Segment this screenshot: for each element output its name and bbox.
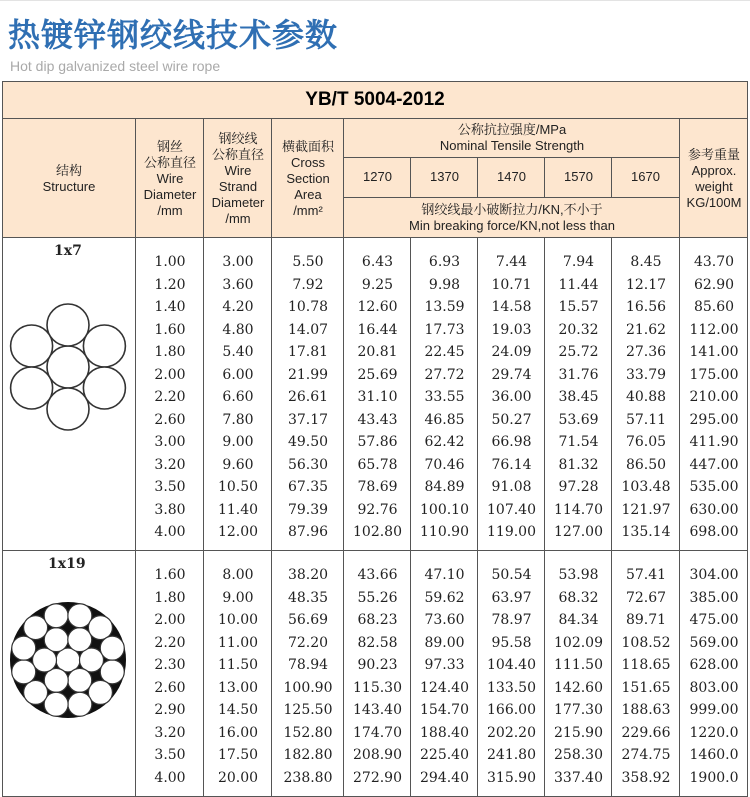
header-line: Area — [294, 186, 322, 202]
table-cell: 72.67 — [625, 589, 667, 606]
table-cell: 115.30 — [353, 679, 402, 696]
table-cell: 4.20 — [222, 299, 254, 315]
page-subtitle: Hot dip galvanized steel wire rope — [10, 58, 221, 74]
header-line: Diameter — [143, 186, 197, 202]
table-cell: 152.80 — [283, 724, 333, 741]
table-cell: 107.40 — [487, 501, 536, 518]
table-cell: 6.60 — [222, 389, 254, 405]
wire-circle — [68, 692, 92, 716]
strand-1x19-diagram — [4, 596, 132, 724]
table-cell: 102.80 — [353, 524, 402, 540]
header-weight — [680, 119, 748, 238]
table-cell: 182.80 — [283, 747, 333, 763]
table-cell: 238.80 — [283, 769, 333, 786]
table-cell: 21.99 — [287, 366, 329, 383]
table-cell: 274.75 — [621, 747, 671, 763]
table-cell: 3.80 — [154, 501, 186, 518]
table-cell: 103.48 — [621, 479, 671, 495]
header-structure — [2, 119, 136, 238]
header-line: /mm — [225, 210, 251, 226]
table-cell: 188.40 — [420, 724, 469, 741]
table-cell: 17.81 — [287, 344, 329, 360]
table-cell: 294.40 — [420, 769, 469, 786]
table-cell: 27.36 — [625, 344, 667, 360]
table-cell: 3.20 — [154, 456, 186, 473]
table-cell: 698.00 — [689, 524, 739, 540]
table-cell: 76.05 — [625, 434, 667, 450]
header-line: /mm² — [293, 202, 323, 218]
table-cell: 6.43 — [361, 254, 394, 270]
table-cell: 67.35 — [287, 479, 329, 495]
table-cell: 33.55 — [424, 389, 465, 405]
header-breaking-force — [344, 197, 680, 238]
table-cell: 24.09 — [491, 344, 532, 360]
spec-table — [2, 81, 748, 797]
wire-circle — [68, 668, 92, 692]
table-cell: 108.52 — [621, 634, 671, 651]
table-cell: 78.69 — [357, 479, 398, 495]
table-cell: 2.00 — [154, 612, 186, 628]
structure-label-1x7: 1x7 — [54, 243, 82, 259]
table-cell: 76.14 — [491, 456, 532, 473]
table-cell: 22.45 — [424, 344, 465, 360]
table-cell: 475.00 — [689, 612, 739, 628]
table-cell: 48.35 — [287, 589, 329, 606]
table-cell: 1460.0 — [689, 747, 739, 763]
wire-circle — [44, 692, 68, 716]
table-cell: 2.60 — [154, 411, 186, 428]
table-cell: 4.00 — [154, 769, 186, 786]
table-cell: 95.58 — [491, 634, 532, 651]
table-cell: 90.23 — [357, 657, 398, 673]
header-wire-diameter — [136, 119, 204, 238]
table-cell: 188.63 — [621, 702, 671, 718]
table-cell: 8.45 — [630, 254, 662, 270]
table-cell: 2.30 — [154, 657, 186, 673]
table-cell: 7.80 — [222, 411, 254, 428]
table-cell: 16.44 — [357, 321, 398, 338]
table-cell: 49.50 — [287, 434, 329, 450]
header-line: 参考重量 — [687, 146, 740, 162]
header-tensile-strength — [344, 119, 680, 157]
table-cell: 89.00 — [424, 634, 465, 651]
table-cell: 3.50 — [154, 747, 186, 763]
standard-header: YB/T 5004-2012 — [2, 81, 748, 119]
table-cell: 46.85 — [424, 411, 465, 428]
header-line: Cross — [291, 154, 325, 170]
table-cell: 72.20 — [287, 634, 329, 651]
grade-1570: 1570 — [564, 169, 593, 184]
table-cell: 100.90 — [283, 679, 333, 696]
table-cell: 10.78 — [287, 299, 329, 315]
table-cell: 56.69 — [287, 612, 329, 628]
table-cell: 304.00 — [689, 567, 739, 583]
table-cell: 50.54 — [491, 567, 532, 583]
table-cell: 535.00 — [689, 479, 739, 495]
table-cell: 1.60 — [154, 321, 186, 338]
table-cell: 20.81 — [357, 344, 398, 360]
table-cell: 114.70 — [554, 501, 603, 518]
wire-circle — [12, 660, 36, 684]
table-cell: 12.00 — [217, 524, 259, 540]
table-cell: 84.34 — [558, 612, 599, 628]
table-cell: 9.00 — [222, 589, 254, 606]
top-divider — [0, 0, 750, 1]
header-line: Structure — [42, 178, 96, 194]
table-cell: 154.70 — [420, 702, 469, 718]
table-cell: 78.97 — [491, 612, 532, 628]
table-cell: 14.50 — [217, 702, 259, 718]
table-cell: 57.41 — [625, 567, 667, 583]
table-cell: 27.72 — [424, 366, 465, 383]
header-line: 钢绞线最小破断拉力/KN,不小于 — [421, 201, 603, 217]
table-cell: 628.00 — [689, 657, 739, 673]
table-cell: 411.90 — [689, 434, 739, 450]
wire-circle — [100, 636, 124, 660]
table-cell: 38.20 — [287, 567, 329, 583]
table-cell: 112.00 — [689, 321, 739, 338]
table-cell: 19.03 — [491, 321, 532, 338]
table-cell: 630.00 — [689, 501, 739, 518]
table-cell: 133.50 — [487, 679, 536, 696]
table-cell: 10.00 — [217, 612, 259, 628]
table-cell: 2.00 — [154, 366, 186, 383]
table-cell: 70.46 — [424, 456, 465, 473]
grade-1470: 1470 — [497, 169, 526, 184]
table-cell: 26.61 — [287, 389, 329, 405]
table-cell: 78.94 — [287, 657, 329, 673]
table-cell: 14.58 — [491, 299, 532, 315]
table-cell: 16.56 — [625, 299, 667, 315]
table-cell: 31.76 — [558, 366, 599, 383]
table-cell: 57.11 — [625, 411, 667, 428]
table-cell: 73.60 — [424, 612, 465, 628]
table-cell: 40.88 — [625, 389, 667, 405]
page-title: 热镀锌钢绞线技术参数 — [8, 16, 339, 54]
table-cell: 82.58 — [357, 634, 398, 651]
table-cell: 258.30 — [554, 747, 603, 763]
grade-1670: 1670 — [631, 169, 660, 184]
table-cell: 68.23 — [357, 612, 398, 628]
table-cell: 118.65 — [621, 657, 671, 673]
table-cell: 102.09 — [554, 634, 603, 651]
wire-circle — [24, 680, 48, 704]
table-cell: 175.00 — [689, 366, 739, 383]
table-cell: 124.40 — [420, 679, 469, 696]
table-cell: 7.94 — [562, 254, 595, 270]
header-line: Nominal Tensile Strength — [439, 138, 585, 153]
table-cell: 803.00 — [689, 679, 739, 696]
table-cell: 7.44 — [495, 254, 528, 270]
table-cell: 97.28 — [558, 479, 599, 495]
table-cell: 7.92 — [292, 276, 324, 293]
table-cell: 10.71 — [491, 276, 532, 293]
table-cell: 65.78 — [357, 456, 398, 473]
table-cell: 11.40 — [217, 501, 259, 518]
table-cell: 177.30 — [554, 702, 603, 718]
table-cell: 79.39 — [287, 501, 329, 518]
table-cell: 358.92 — [621, 769, 671, 786]
header-area — [272, 119, 344, 238]
table-cell: 143.40 — [353, 702, 402, 718]
table-cell: 4.80 — [222, 321, 254, 338]
table-cell: 1.40 — [154, 299, 186, 315]
table-cell: 38.45 — [558, 389, 599, 405]
table-cell: 11.00 — [217, 634, 259, 651]
table-cell: 15.57 — [558, 299, 599, 315]
header-line: KG/100M — [686, 194, 742, 210]
table-cell: 4.00 — [154, 524, 186, 540]
header-line: Wire — [224, 162, 252, 178]
wire-circle — [68, 628, 92, 652]
table-cell: 43.66 — [357, 567, 398, 583]
header-line: 钢丝 — [156, 138, 183, 154]
wire-circle — [24, 616, 48, 640]
table-cell: 2.90 — [154, 702, 186, 718]
table-cell: 3.00 — [154, 434, 186, 450]
table-cell: 3.50 — [154, 479, 186, 495]
table-cell: 385.00 — [689, 589, 739, 606]
table-cell: 20.00 — [217, 769, 259, 786]
table-cell: 20.32 — [558, 321, 599, 338]
table-cell: 141.00 — [689, 344, 739, 360]
table-cell: 66.98 — [491, 434, 532, 450]
table-cell: 71.54 — [558, 434, 599, 450]
table-cell: 999.00 — [689, 702, 739, 718]
table-cell: 210.00 — [689, 389, 739, 405]
header-line: Strand — [218, 178, 258, 194]
table-cell: 9.25 — [361, 276, 394, 293]
table-cell: 6.00 — [222, 366, 254, 383]
table-cell: 272.90 — [353, 769, 402, 786]
wire-circle — [12, 636, 36, 660]
header-line: 公称直径 — [143, 154, 196, 170]
table-cell: 241.80 — [487, 747, 536, 763]
table-cell: 135.14 — [621, 524, 671, 540]
table-cell: 9.00 — [222, 434, 254, 450]
header-line: 公称直径 — [211, 146, 264, 162]
wire-circle — [68, 604, 92, 628]
grade-1370: 1370 — [430, 169, 459, 184]
table-cell: 17.50 — [217, 747, 259, 763]
table-cell: 111.50 — [554, 657, 603, 673]
wire-circle — [100, 660, 124, 684]
table-cell: 11.44 — [558, 276, 599, 293]
table-cell: 9.60 — [222, 456, 254, 473]
table-cell: 63.97 — [491, 589, 532, 606]
table-cell: 13.59 — [424, 299, 465, 315]
table-cell: 62.42 — [424, 434, 465, 450]
table-cell: 12.17 — [625, 276, 667, 293]
header-line: 钢绞线 — [218, 130, 258, 146]
wire-circle — [88, 680, 112, 704]
wire-circle — [88, 616, 112, 640]
table-cell: 43.70 — [693, 254, 735, 270]
table-cell: 36.00 — [491, 389, 532, 405]
table-cell: 53.98 — [558, 567, 599, 583]
table-cell: 100.10 — [420, 501, 469, 518]
table-cell: 2.20 — [154, 389, 186, 405]
table-cell: 11.50 — [217, 657, 259, 673]
header-line: Min breaking force/KN,not less than — [409, 217, 615, 233]
table-cell: 53.69 — [558, 411, 599, 428]
table-cell: 142.60 — [554, 679, 603, 696]
table-cell: 121.97 — [621, 501, 671, 518]
table-cell: 31.10 — [357, 389, 398, 405]
table-cell: 25.69 — [357, 366, 398, 383]
table-cell: 10.50 — [217, 479, 259, 495]
table-cell: 208.90 — [353, 747, 402, 763]
table-cell: 3.60 — [222, 276, 254, 293]
table-cell: 37.17 — [287, 411, 329, 428]
header-line: /mm — [157, 202, 183, 218]
table-cell: 225.40 — [420, 747, 469, 763]
table-cell: 13.00 — [217, 679, 259, 696]
table-cell: 6.93 — [428, 254, 461, 270]
table-cell: 56.30 — [287, 456, 329, 473]
table-cell: 92.76 — [357, 501, 398, 518]
wire-circle — [44, 628, 68, 652]
table-cell: 1.00 — [154, 254, 186, 270]
table-cell: 21.62 — [625, 321, 667, 338]
wire-circle — [44, 604, 68, 628]
table-cell: 229.66 — [621, 724, 671, 741]
table-cell: 215.90 — [554, 724, 603, 741]
table-cell: 2.20 — [154, 634, 186, 651]
table-cell: 295.00 — [689, 411, 739, 428]
table-cell: 1.60 — [154, 567, 186, 583]
table-cell: 1.80 — [154, 589, 186, 606]
table-cell: 89.71 — [625, 612, 667, 628]
table-cell: 1220.0 — [689, 724, 739, 741]
table-cell: 91.08 — [491, 479, 532, 495]
table-cell: 5.40 — [222, 344, 254, 360]
table-cell: 3.00 — [222, 254, 254, 270]
table-cell: 33.79 — [625, 366, 667, 383]
table-cell: 97.33 — [424, 657, 465, 673]
table-cell: 110.90 — [420, 524, 469, 540]
table-cell: 43.43 — [357, 411, 398, 428]
table-cell: 151.65 — [621, 679, 671, 696]
table-cell: 3.20 — [154, 724, 186, 741]
table-cell: 81.32 — [558, 456, 599, 473]
header-line: Section — [286, 170, 330, 186]
structure-label-1x19: 1x19 — [48, 556, 86, 572]
table-cell: 55.26 — [357, 589, 398, 606]
table-cell: 1.80 — [154, 344, 186, 360]
table-cell: 50.27 — [491, 411, 532, 428]
table-cell: 127.00 — [554, 524, 603, 540]
strand-1x7-diagram — [4, 303, 132, 431]
table-cell: 57.86 — [357, 434, 398, 450]
table-cell: 29.74 — [491, 366, 532, 383]
table-cell: 47.10 — [424, 567, 465, 583]
table-cell: 1900.0 — [689, 769, 739, 786]
table-cell: 87.96 — [287, 524, 329, 540]
table-cell: 2.60 — [154, 679, 186, 696]
header-line: Diameter — [211, 194, 265, 210]
table-cell: 447.00 — [689, 456, 739, 473]
table-cell: 12.60 — [357, 299, 398, 315]
table-cell: 86.50 — [625, 456, 667, 473]
table-cell: 104.40 — [487, 657, 536, 673]
table-cell: 25.72 — [558, 344, 599, 360]
table-cell: 14.07 — [287, 321, 329, 338]
table-cell: 569.00 — [689, 634, 739, 651]
header-strand-diameter — [204, 119, 272, 238]
table-cell: 202.20 — [487, 724, 536, 741]
table-cell: 62.90 — [693, 276, 735, 293]
table-cell: 8.00 — [222, 567, 254, 583]
table-cell: 16.00 — [217, 724, 259, 741]
table-cell: 68.32 — [558, 589, 599, 606]
header-line: Approx. — [691, 162, 737, 178]
table-cell: 1.20 — [154, 276, 186, 293]
table-cell: 84.89 — [424, 479, 465, 495]
table-cell: 85.60 — [693, 299, 735, 315]
header-line: 横截面积 — [281, 138, 334, 154]
header-line: 结构 — [55, 162, 82, 178]
grade-1270: 1270 — [363, 169, 392, 184]
header-line: 公称抗拉强度/MPa — [457, 122, 567, 137]
table-cell: 174.70 — [353, 724, 402, 741]
table-cell: 59.62 — [424, 589, 465, 606]
table-cell: 315.90 — [487, 769, 536, 786]
table-cell: 166.00 — [487, 702, 536, 718]
table-cell: 5.50 — [292, 254, 324, 270]
table-cell: 125.50 — [283, 702, 333, 718]
table-cell: 337.40 — [554, 769, 603, 786]
header-line: weight — [695, 178, 733, 194]
table-cell: 119.00 — [487, 524, 536, 540]
table-cell: 9.98 — [428, 276, 461, 293]
header-line: Wire — [156, 170, 184, 186]
table-cell: 17.73 — [424, 321, 465, 338]
